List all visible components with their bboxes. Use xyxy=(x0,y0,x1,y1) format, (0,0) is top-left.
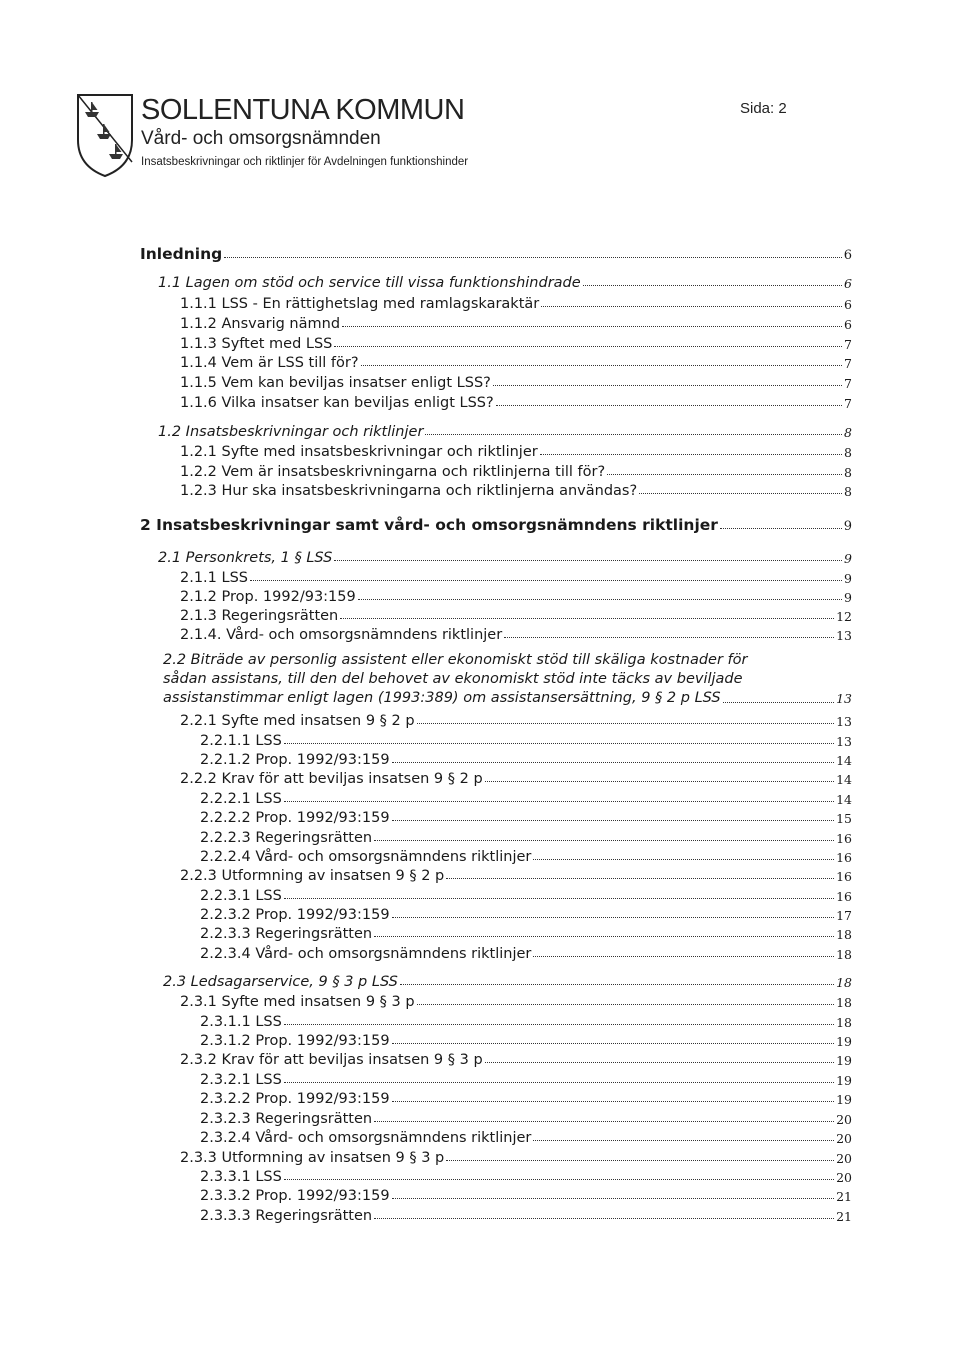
toc-entry-page: 12 xyxy=(836,609,852,624)
toc-leader xyxy=(533,956,834,957)
toc-entry-page: 20 xyxy=(836,1151,852,1166)
toc-entry[interactable] xyxy=(180,391,852,411)
toc-leader xyxy=(540,454,842,455)
toc-entry-title: 2.1 Personkrets, 1 § LSS xyxy=(158,550,333,566)
toc-entry-title: 2.3.1.2 Prop. 1992/93:159 xyxy=(200,1033,390,1049)
toc-entry-title: 2.1.2 Prop. 1992/93:159 xyxy=(180,589,356,605)
toc-entry-title: 1.1 Lagen om stöd och service till vissa funktionshindrade xyxy=(158,275,581,291)
toc-leader xyxy=(374,936,834,937)
toc-entry-title: 1.2 Insatsbeskrivningar och riktlinjer xyxy=(158,424,424,440)
toc-leader xyxy=(639,493,842,494)
toc-entry-title: 2.1.3 Regeringsrätten xyxy=(180,608,339,624)
toc-leader xyxy=(358,599,842,600)
toc-leader xyxy=(533,859,834,860)
toc-entry-page: 18 xyxy=(836,947,852,962)
toc-entry-page: 8 xyxy=(844,445,852,460)
toc-entry-multiline[interactable] xyxy=(163,651,852,708)
toc-entry-page: 13 xyxy=(836,691,852,706)
toc-leader xyxy=(284,1179,834,1180)
toc-leader xyxy=(342,326,842,327)
toc-entry[interactable] xyxy=(180,604,852,624)
toc-entry[interactable] xyxy=(200,1087,852,1107)
toc-entry-page: 6 xyxy=(843,248,852,263)
toc-entry[interactable] xyxy=(180,1048,852,1068)
toc-entry-page: 8 xyxy=(844,425,852,440)
toc-leader xyxy=(533,1140,834,1141)
toc-leader xyxy=(496,405,842,406)
toc-leader xyxy=(284,898,834,899)
toc-entry[interactable] xyxy=(180,440,852,460)
toc-entry-title: 1.1.2 Ansvarig nämnd xyxy=(180,316,341,332)
toc-entry[interactable] xyxy=(200,748,852,768)
toc-entry-title-line: 2.2 Biträde av personlig assistent eller ekonomiskt stöd till skäliga kostnader för xyxy=(163,652,748,668)
toc-entry-page: 20 xyxy=(836,1170,852,1185)
toc-entry[interactable] xyxy=(200,1029,852,1049)
toc-entry-page: 16 xyxy=(836,889,852,904)
toc-leader xyxy=(446,1160,834,1161)
toc-entry-title-line: assistanstimmar enligt lagen (1993:389) om assistansersättning, 9 § 2 p LSS xyxy=(163,690,721,706)
toc-leader xyxy=(417,1004,835,1005)
toc-entry-page: 20 xyxy=(836,1131,852,1146)
toc-entry[interactable] xyxy=(200,1165,852,1185)
toc-entry-last-line xyxy=(163,689,852,708)
toc-entry-page: 9 xyxy=(844,590,852,605)
toc-leader xyxy=(446,878,834,879)
toc-entry[interactable] xyxy=(158,420,852,440)
toc-entry-page: 19 xyxy=(836,1034,852,1049)
toc-leader xyxy=(485,781,834,782)
toc-entry[interactable] xyxy=(158,546,852,566)
toc-leader xyxy=(425,434,842,435)
toc-entry-title: 2.3.3.1 LSS xyxy=(200,1169,282,1185)
coat-of-arms-logo xyxy=(75,92,135,178)
toc-entry[interactable] xyxy=(140,514,852,534)
toc-leader xyxy=(284,743,834,744)
toc-entry[interactable] xyxy=(180,479,852,499)
toc-entry-page: 13 xyxy=(836,734,852,749)
toc-entry-page: 8 xyxy=(844,465,852,480)
toc-entry-page: 7 xyxy=(844,337,852,352)
toc-entry-title-line: sådan assistans, till den del behovet av ekonomiskt stöd inte täcks av beviljade xyxy=(163,671,743,687)
toc-entry[interactable] xyxy=(200,942,852,962)
toc-entry-page: 9 xyxy=(844,571,852,586)
toc-entry-title: 2.3.3.3 Regeringsrätten xyxy=(200,1208,373,1224)
toc-entry-title: 1.2.3 Hur ska insatsbeskrivningarna och riktlinjerna användas? xyxy=(180,483,638,499)
toc-entry-title: 2.3 Ledsagarservice, 9 § 3 p LSS xyxy=(163,974,398,990)
toc-entry-title: 2.2.1.2 Prop. 1992/93:159 xyxy=(200,752,390,768)
toc-leader xyxy=(361,365,843,366)
toc-entry[interactable] xyxy=(158,271,852,291)
page-number: Sida: 2 xyxy=(740,100,787,117)
toc-entry-title: 1.1.5 Vem kan beviljas insatser enligt LSS? xyxy=(180,375,491,391)
toc-entry[interactable] xyxy=(200,826,852,846)
toc-entry[interactable] xyxy=(180,585,852,605)
toc-entry[interactable] xyxy=(200,729,852,749)
toc-entry[interactable] xyxy=(200,884,852,904)
toc-leader xyxy=(334,346,842,347)
toc-entry[interactable] xyxy=(180,292,852,312)
toc-entry-title: 2.2.3.3 Regeringsrätten xyxy=(200,926,373,942)
toc-entry-title: 1.1.6 Vilka insatser kan beviljas enligt LSS? xyxy=(180,395,494,411)
toc-entry-page: 13 xyxy=(836,714,852,729)
toc-entry[interactable] xyxy=(140,243,852,263)
toc-entry-title: 2.3.2.1 LSS xyxy=(200,1072,282,1088)
toc-leader xyxy=(340,618,834,619)
toc-entry-page: 14 xyxy=(836,792,852,807)
toc-entry-title: 2.3.2.4 Vård- och omsorgsnämndens riktlinjer xyxy=(200,1130,532,1146)
toc-entry-title: 1.2.1 Syfte med insatsbeskrivningar och riktlinjer xyxy=(180,444,538,460)
toc-entry[interactable] xyxy=(180,709,852,729)
toc-leader xyxy=(583,285,842,286)
toc-leader xyxy=(284,1024,834,1025)
toc-entry-title: 2.2.3.4 Vård- och omsorgsnämndens riktlinjer xyxy=(200,946,532,962)
toc-entry-title: 2.2.2.3 Regeringsrätten xyxy=(200,830,373,846)
toc-entry-title: 2.3.1 Syfte med insatsen 9 § 3 p xyxy=(180,994,415,1010)
toc-leader xyxy=(392,820,835,821)
toc-leader xyxy=(374,1121,834,1122)
toc-entry[interactable] xyxy=(180,371,852,391)
toc-entry[interactable] xyxy=(180,990,852,1010)
toc-leader xyxy=(374,840,834,841)
toc-entry-page: 8 xyxy=(844,484,852,499)
toc-entry-title: 1.2.2 Vem är insatsbeskrivningarna och riktlinjerna till för? xyxy=(180,464,606,480)
document-header xyxy=(75,92,815,182)
toc-entry[interactable] xyxy=(200,1010,852,1030)
toc-entry-title: 1.1.4 Vem är LSS till för? xyxy=(180,355,359,371)
toc-entry-page: 21 xyxy=(836,1209,852,1224)
toc-entry-title: 2.3.3.2 Prop. 1992/93:159 xyxy=(200,1188,390,1204)
toc-entry-title: 2.1.1 LSS xyxy=(180,570,248,586)
toc-entry-page: 18 xyxy=(836,975,852,990)
toc-entry-title: 1.1.3 Syftet med LSS xyxy=(180,336,333,352)
toc-entry[interactable] xyxy=(200,787,852,807)
toc-entry[interactable] xyxy=(200,903,852,923)
toc-entry-title: 2.3.1.1 LSS xyxy=(200,1014,282,1030)
toc-entry-title: 2.3.2 Krav för att beviljas insatsen 9 § 3 p xyxy=(180,1052,483,1068)
toc-entry-page: 19 xyxy=(836,1073,852,1088)
toc-entry-title: 2 Insatsbeskrivningar samt vård- och omsorgsnämndens riktlinjer xyxy=(140,516,718,534)
toc-leader xyxy=(607,474,842,475)
toc-entry-page: 19 xyxy=(836,1092,852,1107)
toc-entry-title: 2.3.3 Utformning av insatsen 9 § 3 p xyxy=(180,1150,445,1166)
toc-entry-page: 7 xyxy=(844,396,852,411)
toc-entry-page: 21 xyxy=(836,1189,852,1204)
toc-entry-title: 2.2.1.1 LSS xyxy=(200,733,282,749)
toc-entry-title: 2.3.2.2 Prop. 1992/93:159 xyxy=(200,1091,390,1107)
toc-entry-page: 7 xyxy=(844,356,852,371)
toc-entry-page: 7 xyxy=(844,376,852,391)
toc-entry-page: 6 xyxy=(844,276,852,291)
department-name: Vård- och omsorgsnämnden xyxy=(141,128,381,149)
toc-entry-page: 16 xyxy=(836,831,852,846)
toc-entry-page: 14 xyxy=(836,753,852,768)
toc-entry-page: 9 xyxy=(844,551,852,566)
toc-leader xyxy=(284,801,834,802)
toc-entry-page: 18 xyxy=(836,995,852,1010)
toc-leader xyxy=(224,257,842,258)
toc-entry-page: 18 xyxy=(836,927,852,942)
toc-entry-page: 20 xyxy=(836,1112,852,1127)
toc-entry[interactable] xyxy=(180,351,852,371)
toc-leader xyxy=(250,580,842,581)
toc-entry-page: 6 xyxy=(844,317,852,332)
toc-entry[interactable] xyxy=(180,312,852,332)
toc-leader xyxy=(720,528,842,529)
toc-leader xyxy=(400,984,834,985)
toc-leader xyxy=(541,306,842,307)
toc-entry[interactable] xyxy=(180,623,852,643)
toc-leader xyxy=(417,723,835,724)
toc-leader xyxy=(392,1101,835,1102)
toc-leader xyxy=(504,637,834,638)
toc-entry-page: 16 xyxy=(836,850,852,865)
toc-leader xyxy=(284,1082,834,1083)
toc-entry-title: 2.2.2.2 Prop. 1992/93:159 xyxy=(200,810,390,826)
toc-entry[interactable] xyxy=(180,767,852,787)
toc-leader xyxy=(392,917,835,918)
toc-entry-page: 17 xyxy=(836,908,852,923)
toc-entry[interactable] xyxy=(180,1146,852,1166)
toc-entry-page: 9 xyxy=(843,519,852,534)
toc-entry-page: 16 xyxy=(836,869,852,884)
toc-leader xyxy=(374,1218,834,1219)
toc-entry-title: 2.2.2.4 Vård- och omsorgsnämndens riktlinjer xyxy=(200,849,532,865)
toc-entry-title: 2.2.2 Krav för att beviljas insatsen 9 § 2 p xyxy=(180,771,483,787)
toc-entry[interactable] xyxy=(200,1068,852,1088)
toc-leader xyxy=(392,1198,835,1199)
toc-entry[interactable] xyxy=(200,1204,852,1224)
organization-name: SOLLENTUNA KOMMUN xyxy=(141,94,465,126)
toc-entry[interactable] xyxy=(180,460,852,480)
toc-entry-title: 1.1.1 LSS - En rättighetslag med ramlagskaraktär xyxy=(180,296,540,312)
toc-entry[interactable] xyxy=(200,1184,852,1204)
toc-entry-title: 2.2.3.2 Prop. 1992/93:159 xyxy=(200,907,390,923)
toc-leader xyxy=(334,560,842,561)
toc-entry[interactable] xyxy=(180,332,852,352)
toc-entry[interactable] xyxy=(180,566,852,586)
toc-entry[interactable] xyxy=(200,806,852,826)
toc-entry-page: 18 xyxy=(836,1015,852,1030)
document-subtitle: Insatsbeskrivningar och riktlinjer för Avdelningen funktionshinder xyxy=(141,156,469,168)
toc-entry-title: 2.3.2.3 Regeringsrätten xyxy=(200,1111,373,1127)
toc-entry-title: 2.2.2.1 LSS xyxy=(200,791,282,807)
toc-leader xyxy=(723,702,835,703)
toc-entry-title: 2.2.1 Syfte med insatsen 9 § 2 p xyxy=(180,713,415,729)
toc-entry-title: 2.1.4. Vård- och omsorgsnämndens riktlinjer xyxy=(180,627,503,643)
toc-entry[interactable] xyxy=(200,922,852,942)
toc-leader xyxy=(485,1062,834,1063)
toc-entry-title: 2.2.3 Utformning av insatsen 9 § 2 p xyxy=(180,868,445,884)
toc-entry[interactable] xyxy=(200,1126,852,1146)
toc-entry-title: Inledning xyxy=(140,245,223,263)
toc-leader xyxy=(392,762,835,763)
toc-entry-page: 6 xyxy=(844,297,852,312)
toc-entry[interactable] xyxy=(200,845,852,865)
toc-entry[interactable] xyxy=(200,1107,852,1127)
toc-leader xyxy=(392,1043,835,1044)
toc-entry-page: 15 xyxy=(836,811,852,826)
toc-entry-page: 14 xyxy=(836,772,852,787)
toc-leader xyxy=(493,385,842,386)
toc-entry[interactable] xyxy=(163,970,852,990)
toc-entry[interactable] xyxy=(180,864,852,884)
toc-entry-page: 13 xyxy=(836,628,852,643)
toc-entry-page: 19 xyxy=(836,1053,852,1068)
toc-entry-title: 2.2.3.1 LSS xyxy=(200,888,282,904)
